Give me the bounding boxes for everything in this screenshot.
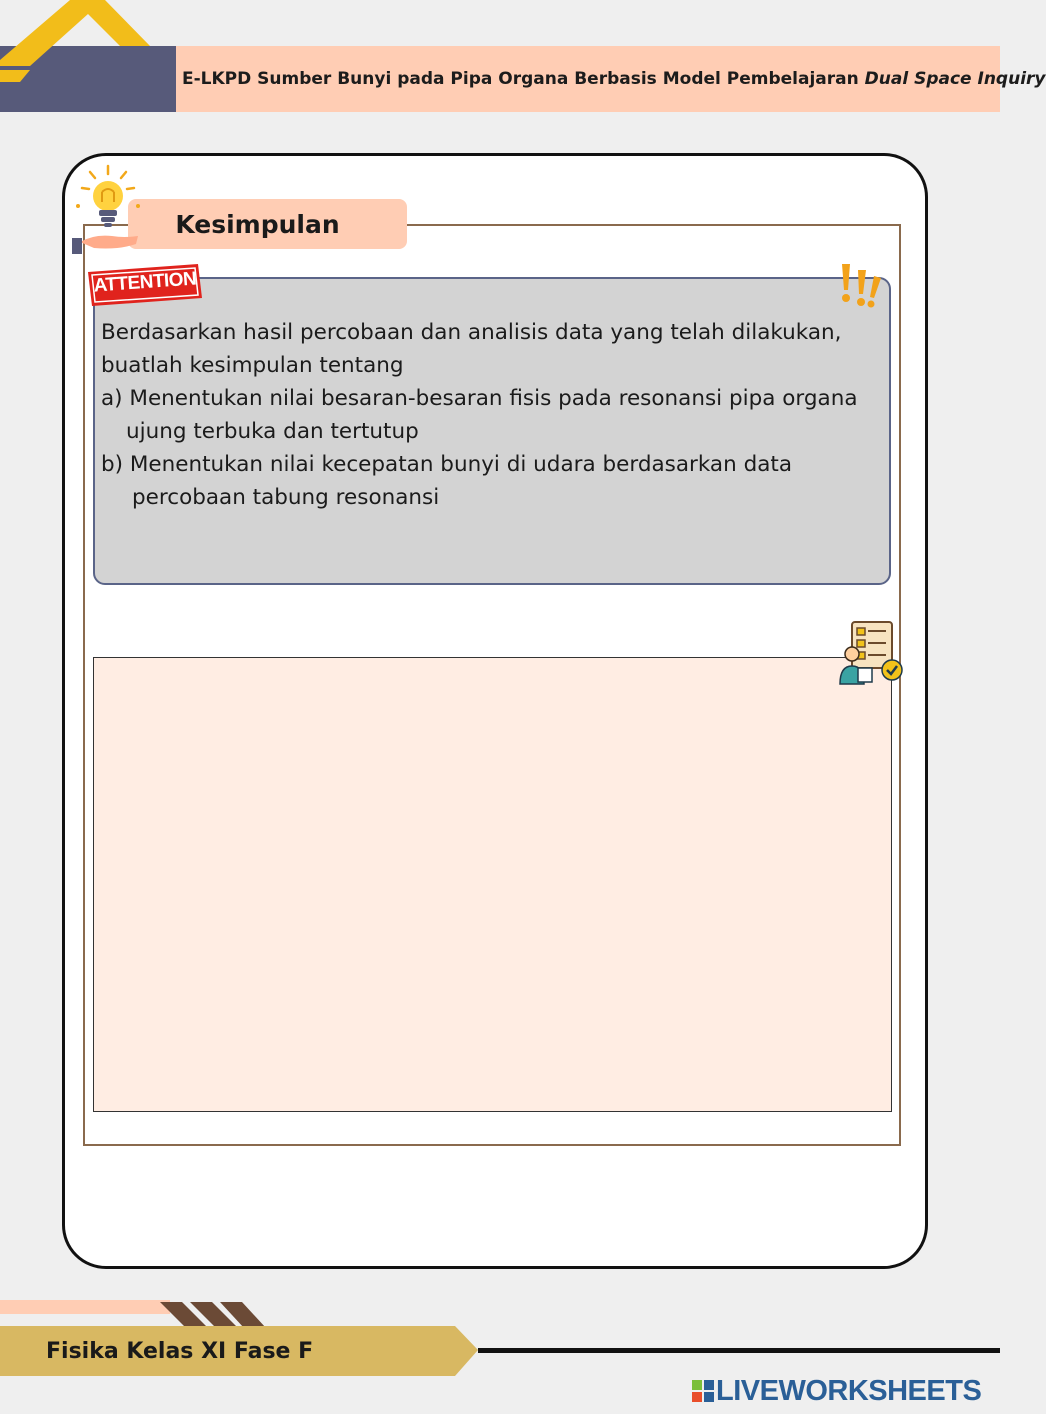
instruction-line-1: Berdasarkan hasil percobaan dan analisis data yang telah dilakukan, (101, 320, 842, 345)
instruction-item-b-cont: percobaan tabung resonansi (132, 485, 440, 510)
instruction-item-a: a) Menentukan nilai besaran-besaran fisis pada resonansi pipa organa (101, 386, 858, 411)
instruction-text (101, 316, 881, 514)
footer-label: Fisika Kelas XI Fase F (46, 1338, 314, 1364)
lightbulb-hand-icon (68, 162, 144, 258)
conclusion-answer-input[interactable] (93, 657, 892, 1112)
instruction-item-a-cont: ujung terbuka dan tertutup (126, 419, 419, 444)
header-corner-decoration-icon (0, 0, 180, 115)
instruction-line-2: buatlah kesimpulan tentang (101, 353, 404, 378)
exclamation-icon (836, 262, 886, 308)
header-title (182, 46, 1046, 112)
header-title-main: E-LKPD Sumber Bunyi pada Pipa Organa Berbasis Model Pembelajaran (182, 69, 859, 89)
liveworksheets-logo (692, 1376, 981, 1406)
section-title: Kesimpulan (175, 209, 340, 239)
checklist-person-icon (838, 620, 906, 688)
footer-line (478, 1348, 1000, 1353)
footer-stripe (0, 1300, 170, 1314)
instruction-item-b: b) Menentukan nilai kecepatan bunyi di udara berdasarkan data (101, 452, 792, 477)
header-title-italic: Dual Space Inquiry (864, 69, 1046, 89)
attention-badge-label: ATTENTION (92, 268, 197, 297)
liveworksheets-brand: LIVEWORKSHEETS (716, 1374, 982, 1407)
liveworksheets-logo-icon (692, 1380, 714, 1402)
